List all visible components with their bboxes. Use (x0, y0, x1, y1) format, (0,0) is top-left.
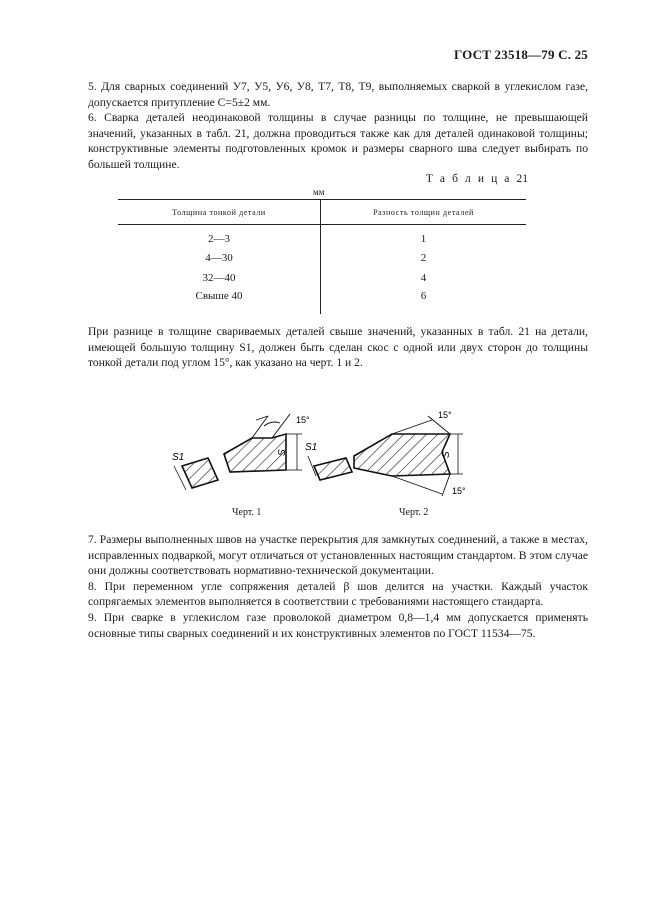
table-header-row (118, 200, 526, 225)
table-row (118, 249, 526, 269)
table-cell: 2 (420, 252, 427, 265)
table-label-number: 21 (516, 173, 528, 185)
paragraph-6: 6. Сварка деталей неодинаковой толщины в случае разницы по толщине, не превышающей значений, указанных в табл. 21, должна проводиться также как для деталей одинаковой толщины; конструктивные элементы подготовленных кромок и размеры сварного шва следует выбирать по большей толщине. (88, 111, 588, 171)
thick-plate-2 (354, 434, 450, 476)
figure-2-drawing (305, 410, 466, 496)
thin-plate-1 (182, 458, 218, 488)
thin-plate-2 (314, 458, 352, 480)
s1-label-fig2: S1 (305, 442, 318, 453)
table-row (118, 288, 526, 314)
table-cell: 1 (420, 232, 427, 245)
table-label-prefix: Т а б л и ц а (425, 173, 512, 185)
table-cell: 4—30 (118, 249, 321, 269)
table-cell: 4 (420, 271, 427, 284)
paragraph-middle-wrap (88, 324, 588, 371)
table-row (118, 268, 526, 288)
paragraph-5: 5. Для сварных соединений У7, У5, У6, У8, Т7, Т8, Т9, выполняемых сваркой в углекислом газе, допускается притупление C=5±2 мм. (88, 80, 588, 109)
table-cell: Свыше 40 (118, 288, 321, 314)
s-label-fig1: S (277, 449, 288, 456)
paragraph-8: 8. При переменном угле сопряжения деталей β шов делится на участки. Каждый участок сопрягаемых элементов выполняется в соответствии с требованиями настоящего стандарта. (88, 579, 588, 609)
weld-drawings (160, 406, 480, 506)
paragraph-7: 7. Размеры выполненных швов на участке перекрытия для замкнутых соединений, а также в местах, исправленных подваркой, могут отличаться от установленных настоящим стандартом. В этом случае они должны соответствовать нормативно-технической документации. (88, 533, 588, 578)
paragraphs-bottom (88, 532, 588, 641)
table-row (118, 225, 526, 249)
table-label (426, 173, 528, 185)
s1-label-fig1: S1 (172, 452, 185, 463)
table-cell: 32—40 (118, 268, 321, 288)
figure-2-caption: Черт. 2 (399, 507, 429, 518)
paragraph-bevel: При разнице в толщине свариваемых деталей свыше значений, указанных в табл. 21 на детали, имеющей большую толщину S1, должен быть сделан скос с одной или двух сторон до толщины тонкой детали под углом 15°, как указано на черт. 1 и 2. (88, 325, 588, 370)
angle-label-fig2-top: 15° (438, 410, 452, 420)
angle-label-fig2-bottom: 15° (452, 486, 466, 496)
figure-1-caption: Черт. 1 (232, 507, 262, 518)
table-cell: 2—3 (118, 225, 321, 249)
col-header-thin-part: Толщина тонкой детали (118, 200, 321, 225)
figure-1-drawing (172, 414, 310, 490)
page-header: ГОСТ 23518—79 С. 25 (454, 47, 588, 62)
angle-label-fig1: 15° (296, 415, 310, 425)
table-cell: 6 (420, 289, 427, 302)
paragraph-9: 9. При сварке в углекислом газе проволокой диаметром 0,8—1,4 мм допускается применять основные типы сварных соединений и их конструктивных элементов по ГОСТ 11534—75. (88, 610, 588, 640)
table-unit: мм (313, 187, 325, 197)
s-label-fig2: S (441, 451, 452, 458)
col-header-thickness-diff: Разность толщин деталей (321, 200, 527, 225)
table-21 (118, 199, 526, 314)
paragraphs-top (88, 79, 588, 173)
